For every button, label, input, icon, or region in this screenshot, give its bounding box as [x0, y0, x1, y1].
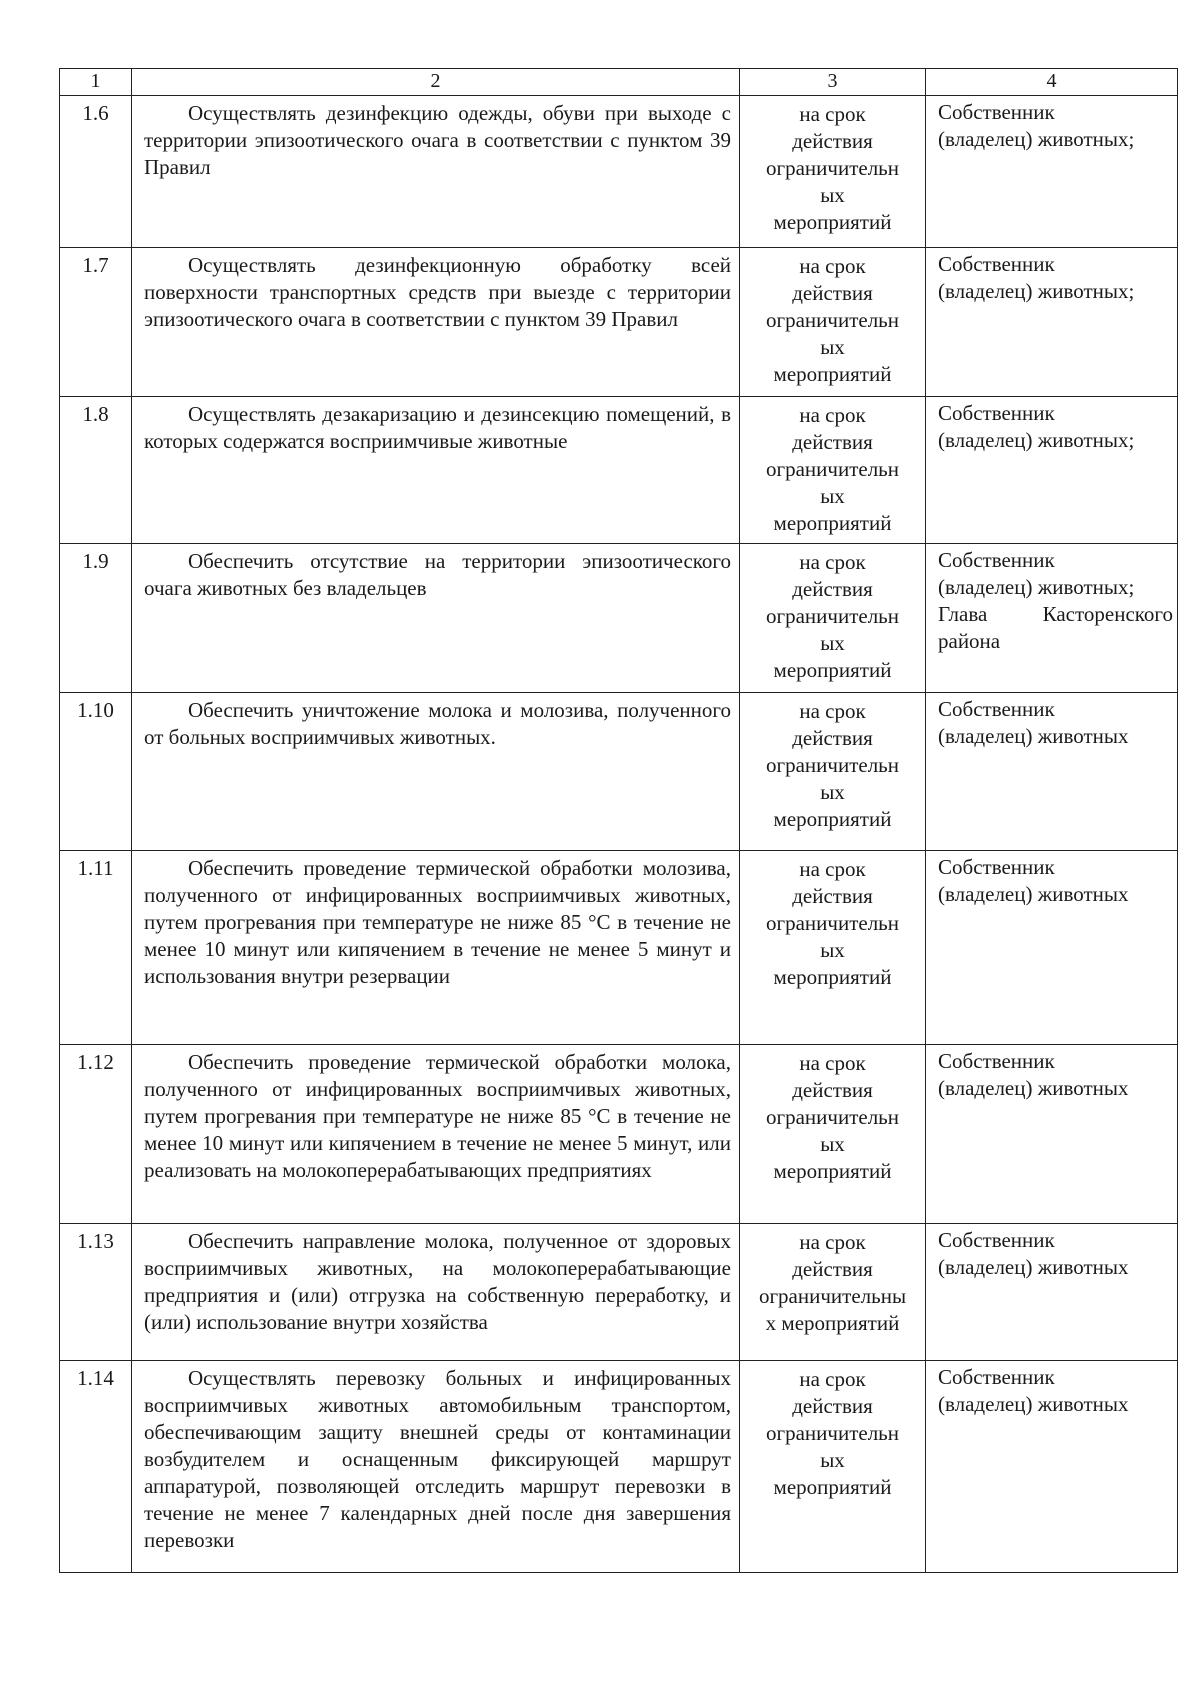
term-line: на срок [799, 1051, 866, 1075]
term-line: на срок [799, 403, 866, 427]
term-line: действия [792, 1257, 873, 1281]
term-line: мероприятий [773, 1475, 892, 1499]
term-line: ых [820, 335, 845, 359]
term-line: на срок [799, 102, 866, 126]
term-cell [740, 851, 926, 1045]
term-line: действия [792, 1078, 873, 1102]
measure-text-cell [132, 397, 740, 544]
table-row [60, 248, 1178, 397]
measure-text: Осуществлять дезинфекционную обработку всей поверхности транспортных средств при выезде с территории эпизоотического очага в соответствии с пунктом 39 Правил [144, 253, 731, 331]
row-number: 1.12 [60, 1045, 132, 1224]
term-cell [740, 1045, 926, 1224]
responsible-line: (владелец) животных; [938, 428, 1135, 452]
term-line: мероприятий [773, 965, 892, 989]
term-line: мероприятий [773, 511, 892, 535]
term-line: мероприятий [773, 1159, 892, 1183]
column-header-1: 1 [60, 69, 132, 96]
term-line: ограничительны [758, 1284, 907, 1308]
table-row [60, 397, 1178, 544]
term-line: на срок [799, 254, 866, 278]
table-row [60, 851, 1178, 1045]
term-line: ых [820, 1448, 845, 1472]
term-line: ых [820, 1132, 845, 1156]
term-line: ограничительн [765, 911, 899, 935]
responsible-line: Собственник [938, 1049, 1055, 1073]
term-line: действия [792, 726, 873, 750]
term-line: ограничительн [765, 1105, 899, 1129]
term-line: действия [792, 129, 873, 153]
responsible-cell [926, 397, 1178, 544]
responsible-line: Собственник [938, 1228, 1055, 1252]
measure-text-cell [132, 851, 740, 1045]
responsible-line: Собственник [938, 697, 1055, 721]
row-number: 1.10 [60, 693, 132, 851]
responsible-line: (владелец) животных; [938, 127, 1135, 151]
responsible-line: Собственник [938, 252, 1055, 276]
term-cell [740, 1224, 926, 1361]
term-cell [740, 397, 926, 544]
table-row [60, 1045, 1178, 1224]
measure-text-cell [132, 544, 740, 693]
term-line: ых [820, 631, 845, 655]
responsible-line: Собственник [938, 100, 1055, 124]
term-line: ограничительн [765, 156, 899, 180]
responsible-line: (владелец) животных; [938, 279, 1135, 303]
responsible-line: Собственник [938, 855, 1055, 879]
responsible-cell [926, 544, 1178, 693]
term-line: мероприятий [773, 807, 892, 831]
row-number: 1.13 [60, 1224, 132, 1361]
responsible-line: Глава Касторенского [938, 602, 1173, 626]
table-row [60, 693, 1178, 851]
term-line: ограничительн [765, 457, 899, 481]
responsible-line: (владелец) животных [938, 1076, 1129, 1100]
responsible-line: района [938, 629, 1001, 653]
measure-text-cell [132, 1045, 740, 1224]
term-line: на срок [799, 857, 866, 881]
term-line: на срок [799, 1230, 866, 1254]
responsible-line: Собственник [938, 1365, 1055, 1389]
measure-text-cell [132, 1224, 740, 1361]
table-row [60, 1224, 1178, 1361]
term-cell [740, 544, 926, 693]
term-line: ых [820, 938, 845, 962]
term-cell [740, 693, 926, 851]
measures-table [59, 68, 1178, 1573]
responsible-cell [926, 693, 1178, 851]
measure-text: Обеспечить уничтожение молока и молозива, полученного от больных восприимчивых животных. [144, 698, 731, 749]
term-line: действия [792, 281, 873, 305]
responsible-cell [926, 1224, 1178, 1361]
table-row [60, 1361, 1178, 1573]
measure-text: Обеспечить проведение термической обработки молозива, полученного от инфицированных восприимчивых животных, путем прогревания при температуре не ниже 85 °С в течение не менее 10 минут или кипячением в течение не менее 5 минут и использования внутри резервации [144, 856, 731, 988]
measure-text: Обеспечить направление молока, полученное от здоровых восприимчивых животных, на молокоперерабатывающие предприятия и (или) отгрузка на собственную переработку, и (или) использование внутри хозяйства [144, 1229, 731, 1334]
responsible-cell [926, 851, 1178, 1045]
measure-text: Обеспечить отсутствие на территории эпизоотического очага животных без владельцев [144, 549, 731, 600]
responsible-cell [926, 1045, 1178, 1224]
row-number: 1.11 [60, 851, 132, 1045]
term-cell [740, 96, 926, 248]
term-line: ограничительн [765, 604, 899, 628]
table-row [60, 544, 1178, 693]
row-number: 1.8 [60, 397, 132, 544]
responsible-cell [926, 248, 1178, 397]
measure-text-cell [132, 248, 740, 397]
term-line: х мероприятий [765, 1311, 900, 1335]
responsible-line: (владелец) животных [938, 882, 1129, 906]
row-number: 1.6 [60, 96, 132, 248]
measure-text-cell [132, 693, 740, 851]
term-line: мероприятий [773, 658, 892, 682]
term-line: на срок [799, 1367, 866, 1391]
term-line: действия [792, 430, 873, 454]
measure-text: Осуществлять перевозку больных и инфицированных восприимчивых животных автомобильным транспортом, обеспечивающим защиту внешней среды от контаминации возбудителем и оснащенным фиксирующей маршрут аппаратурой, позволяющей отследить маршрут перевозки в течение не менее 7 календарных дней после дня завершения перевозки [144, 1366, 731, 1552]
responsible-cell [926, 96, 1178, 248]
term-line: ограничительн [765, 1421, 899, 1445]
responsible-line: Собственник [938, 548, 1055, 572]
row-number: 1.7 [60, 248, 132, 397]
measure-text: Осуществлять дезинфекцию одежды, обуви при выходе с территории эпизоотического очага в соответствии с пунктом 39 Правил [144, 101, 731, 179]
term-cell [740, 1361, 926, 1573]
measure-text-cell [132, 96, 740, 248]
responsible-line: (владелец) животных [938, 1255, 1129, 1279]
term-line: действия [792, 577, 873, 601]
column-header-3: 3 [740, 69, 926, 96]
column-header-4: 4 [926, 69, 1178, 96]
measure-text: Обеспечить проведение термической обработки молока, полученного от инфицированных восприимчивых животных, путем прогревания при температуре не ниже 85 °С в течение не менее 10 минут или кипячением в течение не менее 5 минут, или реализовать на молокоперерабатывающих предприятиях [144, 1050, 731, 1182]
term-cell [740, 248, 926, 397]
row-number: 1.14 [60, 1361, 132, 1573]
responsible-line: (владелец) животных [938, 724, 1129, 748]
term-line: на срок [799, 699, 866, 723]
table-row [60, 96, 1178, 248]
term-line: ограничительн [765, 753, 899, 777]
row-number: 1.9 [60, 544, 132, 693]
term-line: на срок [799, 550, 866, 574]
term-line: мероприятий [773, 210, 892, 234]
responsible-line: (владелец) животных; [938, 575, 1135, 599]
term-line: ограничительн [765, 308, 899, 332]
term-line: ых [820, 484, 845, 508]
term-line: мероприятий [773, 362, 892, 386]
responsible-line: Собственник [938, 401, 1055, 425]
term-line: действия [792, 884, 873, 908]
measure-text-cell [132, 1361, 740, 1573]
responsible-line: (владелец) животных [938, 1392, 1129, 1416]
table-header-row [60, 69, 1178, 96]
measure-text: Осуществлять дезакаризацию и дезинсекцию помещений, в которых содержатся восприимчивые животные [144, 402, 731, 453]
term-line: действия [792, 1394, 873, 1418]
responsible-cell [926, 1361, 1178, 1573]
term-line: ых [820, 780, 845, 804]
column-header-2: 2 [132, 69, 740, 96]
term-line: ых [820, 183, 845, 207]
